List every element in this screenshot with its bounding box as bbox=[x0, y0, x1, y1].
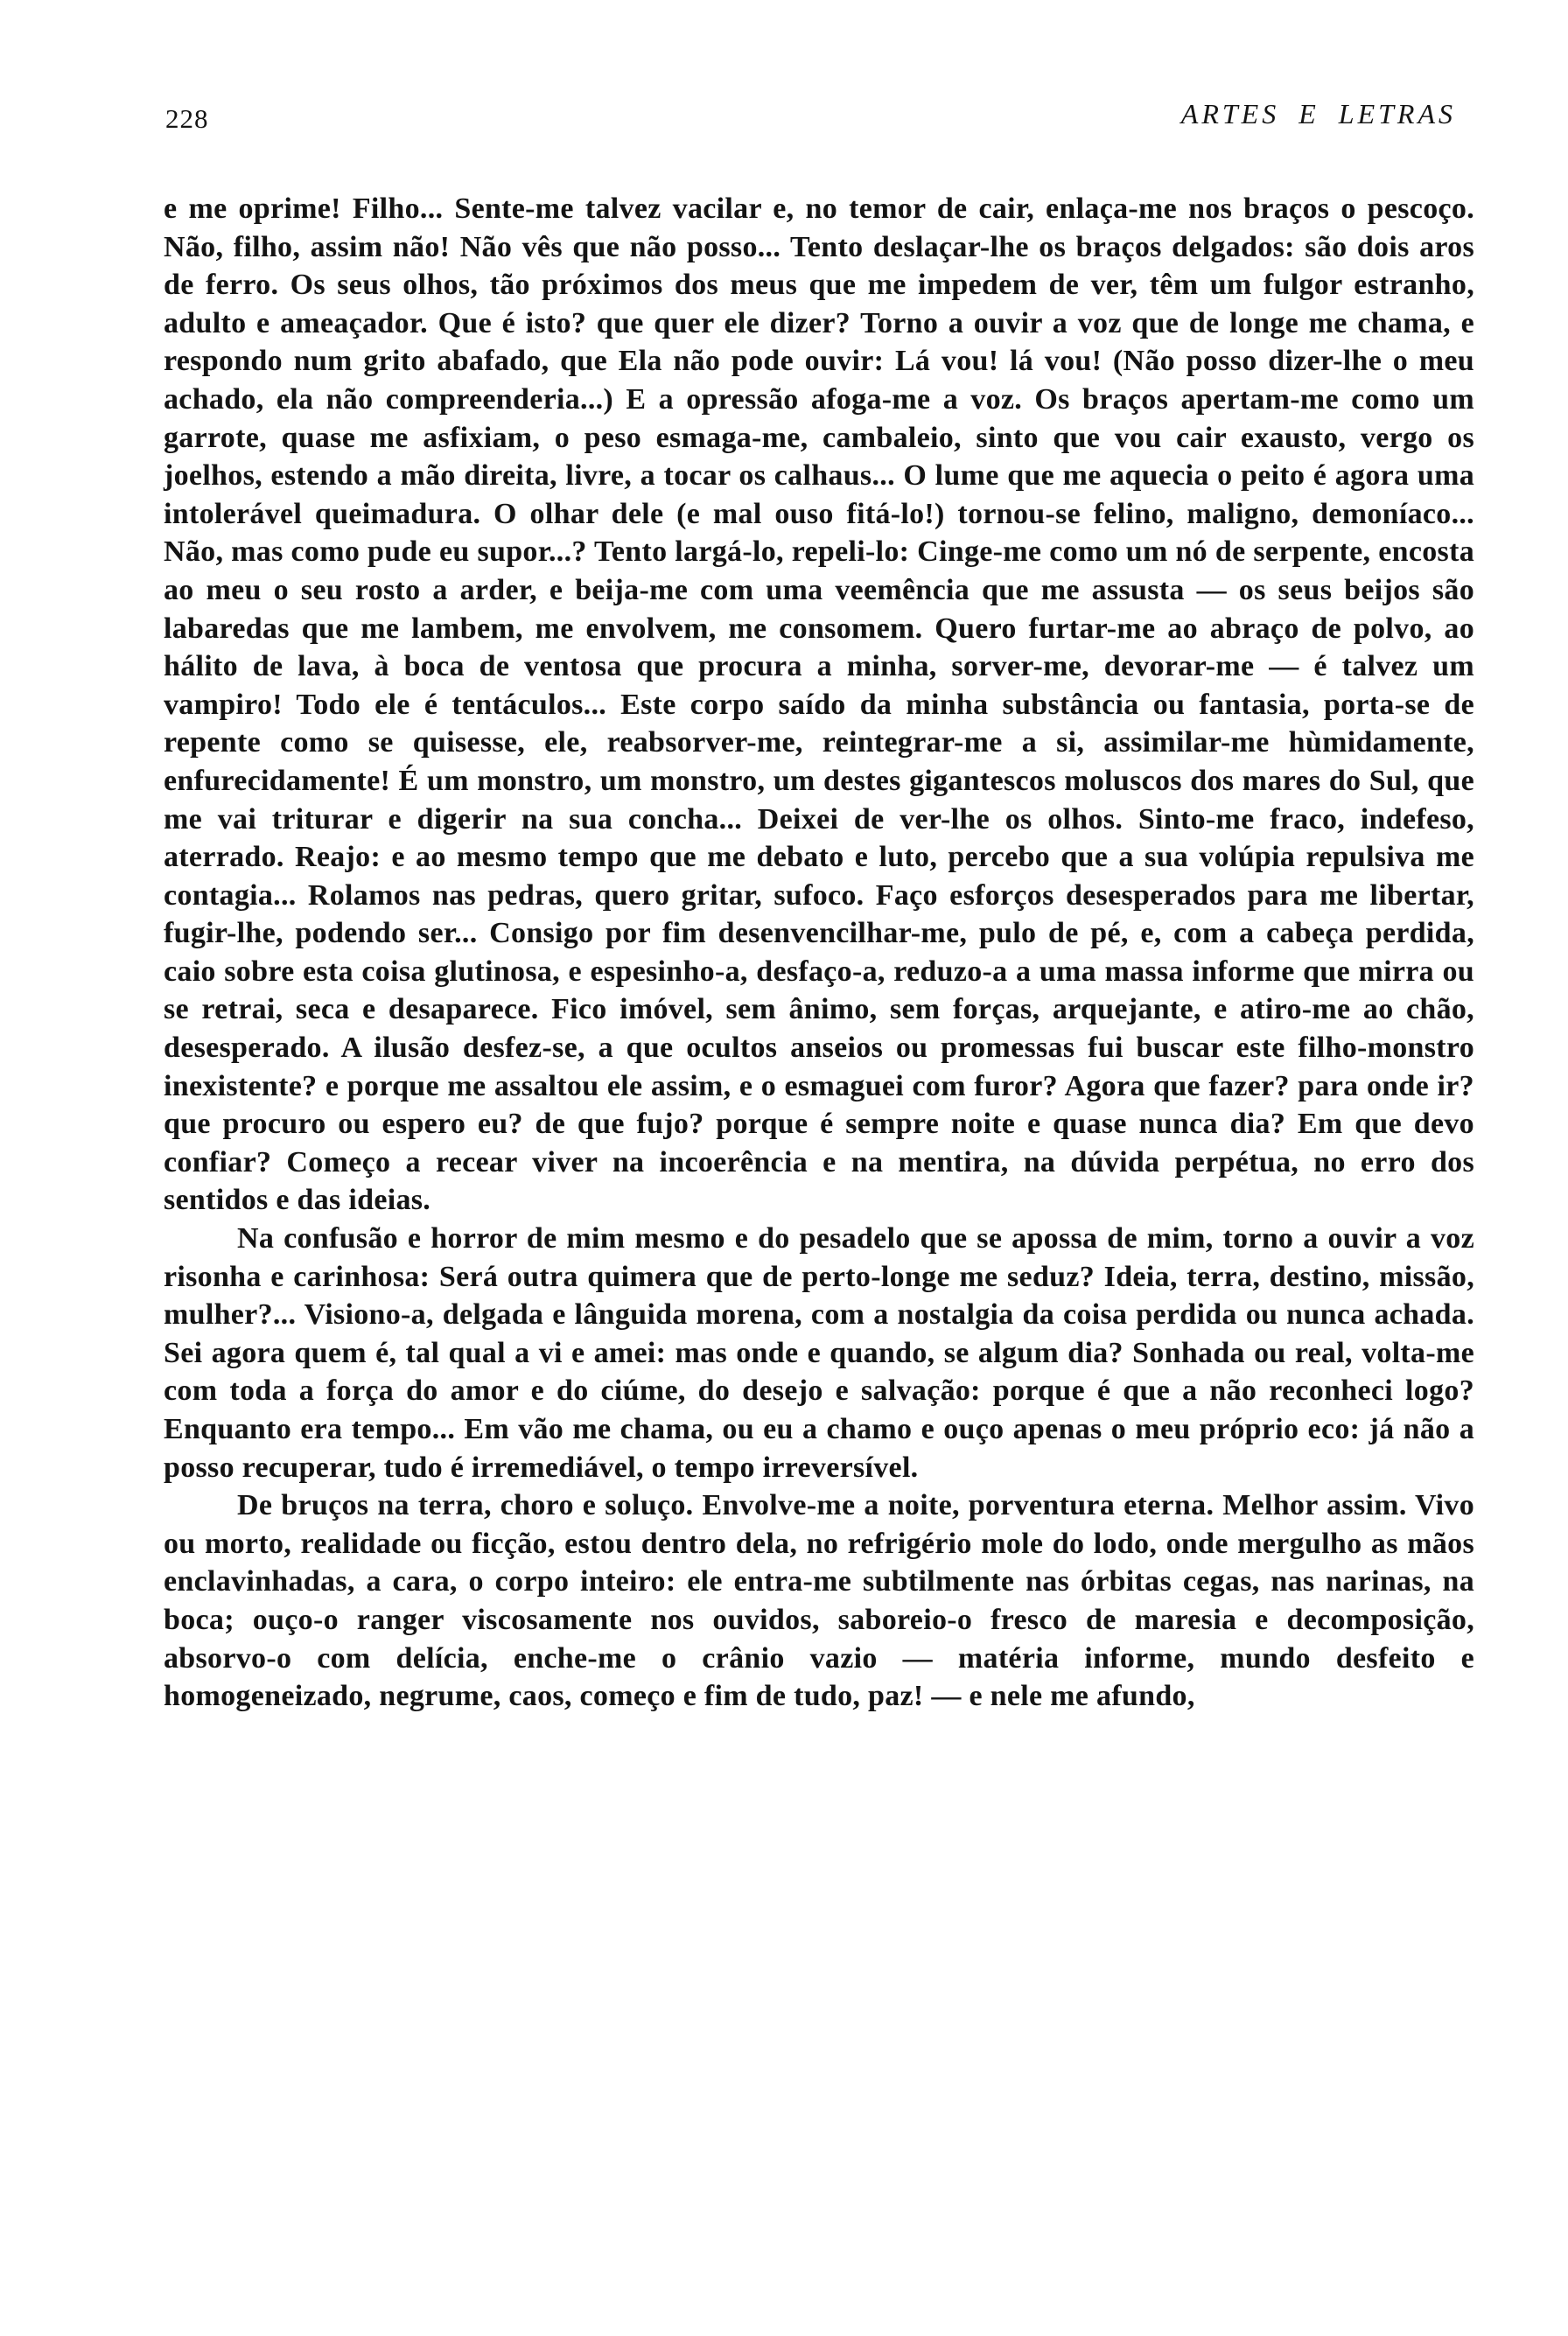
paragraph-1: e me oprime! Filho... Sente-me talvez vacilar e, no temor de cair, enlaça-me nos braços o pescoço. Não, filho, assim não! Não vês que não posso... Tento deslaçar-lhe os braços delgados: são dois aros de ferro. Os seus olhos, tão próximos dos meus que me impedem de ver, têm um fulgor estranho, adulto e ameaçador. Que é isto? que quer ele dizer? Torno a ouvir a voz que de longe me chama, e respondo num grito abafado, que Ela não pode ouvir: Lá vou! lá vou! (Não posso dizer-lhe o meu achado, ela não compreenderia...) E a opressão afoga-me a voz. Os braços apertam-me como um garrote, quase me asfixiam, o peso esmaga-me, cambaleio, sinto que vou cair exausto, vergo os joelhos, estendo a mão direita, livre, a tocar os calhaus... O lume que me aquecia o peito é agora uma intolerável queimadura. O olhar dele (e mal ouso fitá-lo!) tornou-se felino, maligno, demoníaco... Não, mas como pude eu supor...? Tento largá-lo, repeli-lo: Cinge-me como um nó de serpente, encosta ao meu o seu rosto a arder, e beija-me com uma veemência que me assusta — os seus beijos são labaredas que me lambem, me envolvem, me consomem. Quero furtar-me ao abraço de polvo, ao hálito de lava, à boca de ventosa que procura a minha, sorver-me, devorar-me — é talvez um vampiro! Todo ele é tentáculos... Este corpo saído da minha substância ou fantasia, porta-se de repente como se quisesse, ele, reabsorver-me, reintegrar-me a si, assimilar-me hùmidamente, enfurecidamente! É um monstro, um monstro, um destes gigantescos moluscos dos mares do Sul, que me vai triturar e digerir na sua concha... Deixei de ver-lhe os olhos. Sinto-me fraco, indefeso, aterrado. Reajo: e ao mesmo tempo que me debato e luto, percebo que a sua volúpia repulsiva me contagia... Rolamos nas pedras, quero gritar, sufoco. Faço esforços desesperados para me libertar, fugir-lhe, podendo ser... Consigo por fim desenvencilhar-me, pulo de pé, e, com a cabeça perdida, caio sobre esta coisa glutinosa, e espesinho-a, desfaço-a, reduzo-a a uma massa informe que mirra ou se retrai, seca e desaparece. Fico imóvel, sem ânimo, sem forças, arquejante, e atiro-me ao chão, desesperado. A ilusão desfez-se, a que ocultos anseios ou promessas fui buscar este filho-monstro inexistente? e porque me assaltou ele assim, e o esmaguei com furor? Agora que fazer? para onde ir? que procuro ou espero eu? de que fujo? porque é sempre noite e quase nunca dia? Em que devo confiar? Começo a recear viver na incoerência e na mentira, na dúvida perpétua, no erro dos sentidos e das ideias. bbox=[164, 192, 1474, 1217]
paragraph-2: Na confusão e horror de mim mesmo e do pesadelo que se apossa de mim, torno a ouvir a voz risonha e carinhosa: Será outra quimera que de perto-longe me seduz? Ideia, terra, destino, missão, mulher?... Visiono-a, delgada e lânguida morena, com a nostalgia da coisa perdida ou nunca achada. Sei agora quem é, tal qual a vi e amei: mas onde e quando, se algum dia? Sonhada ou real, volta-me com toda a força do amor e do ciúme, do desejo e salvação: porque é que a não reconheci logo? Enquanto era tempo... Em vão me chama, ou eu a chamo e ouço apenas o meu próprio eco: já não a posso recuperar, tudo é irremediável, o tempo irreversível. bbox=[164, 1222, 1474, 1484]
body-text bbox=[164, 190, 1474, 1716]
running-head: ARTES E LETRAS bbox=[1180, 98, 1456, 129]
paragraph-3: De bruços na terra, choro e soluço. Envolve-me a noite, porventura eterna. Melhor assim. Vivo ou morto, realidade ou ficção, estou dentro dela, no refrigério mole do lodo, onde mergulho as mãos enclavinhadas, a cara, o corpo inteiro: ele entra-me subtilmente nas órbitas cegas, nas narinas, na boca; ouço-o ranger viscosamente nos ouvidos, saboreio-o fresco de maresia e decomposição, absorvo-o com delícia, enche-me o crânio vazio — matéria informe, mundo desfeito e homogeneizado, negrume, caos, começo e fim de tudo, paz! — e nele me afundo, bbox=[164, 1489, 1474, 1713]
page-number: 228 bbox=[165, 103, 209, 134]
